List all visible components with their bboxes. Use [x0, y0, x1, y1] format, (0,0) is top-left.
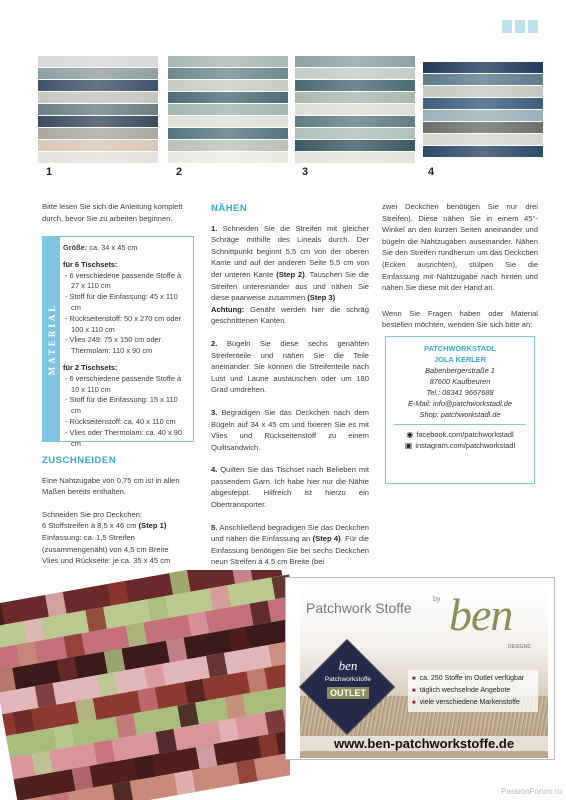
quilt-patch [13, 709, 35, 734]
fabric-strip [168, 80, 288, 91]
fabric-strip [423, 74, 543, 85]
fabric-strip [168, 152, 288, 163]
naehen-section: NÄHEN 1. Schneiden Sie die Streifen mit gleicher Schräge mithilfe des Lineals durch. Der Schnittpunkt beginnt 5,5 cm von der oberen Kante und auf der anderen Seite 5,5 cm von der unteren Kante (Step 2). Tauschen Sie die Streifen untereinander aus und nähen Sie diese paarweise zusammen (Step 3) Achtung: Genäht werden hier die schräg geschnittenen Kanten. 2. Bügeln Sie diese sechs genähten Streifenteile und nähen Sie die Teile aneinander. Sie können die Streifenteile nach Lust und Laune austauschen oder um 180 Grad umdrehen. 3. Begradigen Sie das Deckchen nach dem Bügeln auf 34 x 45 cm und fixieren Sie es mit Vlies und Rückseitenstoff zu einem Quiltsandwich. 4. Quilten Sie das Tischset nach Belieben mit passendem Garn. Ich habe hier nur die Nähte abgesteppt. Hilfreich ist hierzu ein Obertransporter. 5. Anschließend begradigen Sie das Deckchen und nähen die Einfassung an (Step 4). Für die Einfassung benötigen Sie bei sechs Deckchen neun Streifen à 4,5 cm Breite (bei [211, 203, 369, 567]
fabric-strip [295, 92, 415, 103]
quilt-patch [188, 611, 210, 636]
quilt-patch [104, 649, 126, 674]
intro-column [42, 201, 194, 235]
contact-email[interactable]: E-Mail: info@patchworkstadl.de [407, 399, 513, 408]
fabric-strip [295, 152, 415, 163]
fabric-strip [423, 98, 543, 109]
quilt-patch [107, 581, 129, 606]
ad-brand-logo: ben [449, 589, 513, 640]
fabric-strip [295, 140, 415, 151]
quilt-patch [174, 770, 196, 795]
fabric-strip [295, 104, 415, 115]
fabric-strip [168, 92, 288, 103]
advertisement[interactable]: Patchwork Stoffe by ben DESIGNS ben Patchworkstoffe OUTLET ■ ca. 250 Stoffe im Outlet verfügbar ■ täglich wechselnde Angebote ■ viele verschiedene Markenstoffe www.ben-patchworkstoffe.de [285, 577, 555, 760]
quilt-patch [93, 740, 115, 765]
quilt-patch [16, 642, 38, 667]
quilt-patch [35, 683, 57, 708]
fabric-strip [423, 134, 543, 145]
zuschneiden-section: ZUSCHNEIDEN Eine Nahtzugabe von 0,75 cm ist in allen Maßen bereits enthalten. Schneiden Sie pro Deckchen: 6 Stoffstreifen à 8,5 x 46 cm (Step 1) Einfassung: ca. 1,5 Streifen (zusammengenäht) von 4,5 cm Breite Vlies und Rückseite: je ca. 35 x 45 cm [42, 455, 197, 578]
continuation-column: zwei Deckchen benötigen Sie nur drei Streifen). Diese nähen Sie in einem 45°-Winkel an den kurzen Seiten aneinander und bügeln die Nahtzugaben auseinander. Nähen Sie den Streifen rundherum um das Deckchen (Ecken ausrichten), stülpen Sie die Einfassung mit Nahtzugabe nach hinten und nähen Sie diese mit der Hand an. Wenn Sie Fragen haben oder Material bestellen möchten, wenden Sie sich bitte an: [382, 202, 538, 330]
shop-name: PATCHWORKSTADL [424, 344, 496, 353]
facebook-icon: ◉ [406, 430, 414, 439]
intro-text: Bitte lesen Sie sich die Anleitung komplett durch, bevor Sie zu arbeiten beginnen. [42, 202, 183, 223]
page-corner-marker [502, 20, 538, 33]
step-photo-3 [295, 56, 415, 166]
quilt-patch [147, 596, 169, 621]
fabric-strip [38, 128, 158, 139]
quilt-patch [258, 733, 280, 758]
quilt-patch [64, 633, 86, 658]
contact-box: PATCHWORKSTADL JOLA KERLER Babenbergerstraße 1 87600 Kaufbeuren Tel.: 08341 9667688 E-Mail: info@patchworkstadl.de Shop: patchworkstadl.de ◉ facebook.com/patchworkstadl ▣ instagram.com/patchworkstadl [385, 336, 535, 484]
quilt-patch [57, 657, 79, 682]
fabric-strip [38, 152, 158, 163]
quilt-patch [196, 744, 218, 769]
contact-phone: Tel.: 08341 9667688 [426, 388, 494, 397]
quilt-patch [85, 607, 107, 632]
owner-name: JOLA KERLER [434, 355, 486, 364]
step-photo-strip [38, 56, 538, 176]
quilt-patch [184, 679, 206, 704]
quilt-patch [23, 618, 45, 643]
step-photo-4 [423, 62, 543, 158]
source-credit: PassionForum.ru [501, 787, 562, 796]
quilt-patch [246, 668, 268, 693]
fabric-strip [295, 128, 415, 139]
quilt-patch [72, 766, 94, 791]
quilt-patch [75, 698, 97, 723]
six-sets-heading: für 6 Tischsets: [63, 259, 118, 269]
quilt-patch [209, 585, 231, 610]
fabric-strip [38, 104, 158, 115]
quilt-placemat-photo [0, 570, 290, 800]
quilt-patch [53, 725, 75, 750]
quilt-patch [156, 729, 178, 754]
ad-title: Patchwork Stoffe [306, 600, 412, 616]
fabric-strip [38, 140, 158, 151]
contact-shop-link[interactable]: Shop: patchworkstadl.de [419, 410, 501, 419]
fabric-strip [295, 80, 415, 91]
instagram-icon: ▣ [404, 441, 413, 450]
quilt-patch [115, 714, 137, 739]
zuschneiden-heading: ZUSCHNEIDEN [42, 455, 117, 466]
fabric-strip [38, 116, 158, 127]
photo-number-4: 4 [428, 166, 435, 178]
fabric-strip [168, 116, 288, 127]
quilt-patch [166, 638, 188, 663]
quilt-patch [250, 601, 272, 626]
material-label: MATERIAL [43, 237, 60, 441]
quilt-patch [225, 694, 247, 719]
fabric-strip [423, 146, 543, 157]
photo-number-1: 1 [46, 166, 53, 178]
fabric-strip [423, 86, 543, 97]
quilt-patch [177, 703, 199, 728]
fabric-strip [423, 122, 543, 133]
fabric-strip [295, 56, 415, 67]
fabric-strip [168, 140, 288, 151]
fabric-strip [423, 62, 543, 73]
fabric-strip [423, 110, 543, 121]
quilt-patch [206, 653, 228, 678]
quilt-patch [144, 664, 166, 689]
quilt-patch [97, 672, 119, 697]
material-box [42, 236, 194, 448]
ad-website-link[interactable]: www.ben-patchworkstoffe.de [300, 736, 548, 751]
fabric-strip [295, 68, 415, 79]
facebook-link[interactable]: ◉ facebook.com/patchworkstadl [406, 430, 514, 439]
instagram-link[interactable]: ▣ instagram.com/patchworkstadl [404, 441, 516, 450]
quilt-patch [126, 622, 148, 647]
quilt-patch [236, 759, 258, 784]
fabric-strip [38, 92, 158, 103]
fabric-strip [38, 80, 158, 91]
photo-number-3: 3 [302, 166, 309, 178]
step-photo-1 [38, 56, 158, 166]
quilt-patch [228, 627, 250, 652]
fabric-strip [168, 56, 288, 67]
quilt-patch [265, 710, 287, 735]
fabric-strip [168, 104, 288, 115]
naehen-heading: NÄHEN [211, 203, 248, 214]
two-sets-heading: für 2 Tischsets: [63, 362, 118, 372]
fabric-strip [168, 128, 288, 139]
ad-bullet-list: ■ ca. 250 Stoffe im Outlet verfügbar ■ täglich wechselnde Angebote ■ viele verschiedene Markenstoffe [408, 670, 538, 712]
fabric-strip [38, 56, 158, 67]
fabric-strip [38, 68, 158, 79]
quilt-patch [218, 718, 240, 743]
quilt-patch [137, 687, 159, 712]
quilt-patch [45, 592, 67, 617]
quilt-patch [134, 755, 156, 780]
fabric-strip [168, 68, 288, 79]
fabric-strip [295, 116, 415, 127]
outlet-logo-text: ben Patchworkstoffe OUTLET [324, 658, 372, 698]
quilt-patch [31, 751, 53, 776]
quilt-patch [169, 570, 191, 595]
material-list: Größe: ca. 34 x 45 cm für 6 Tischsets: - 6 verschiedene passende Stoffe à 27 x 110 cm - Stoff für die Einfassung: 45 x 110 cm - Rückseitenstoff: 50 x 270 cm oder 100 x 110 cm - Vlies 249: 75 x 150 cm oder Thermolam: 110 x 90 cm für 2 Tischsets: - 6 verschiedene passende Stoffe à 10 x 110 cm - Stoff für die Einfassung: 15 x 110 cm - Rückseitenstoff: ca. 40 x 110 cm - Vlies oder Thermolam: ca. 40 x 90 cm [63, 243, 189, 449]
photo-number-2: 2 [176, 166, 183, 178]
step-photo-2 [168, 56, 288, 166]
